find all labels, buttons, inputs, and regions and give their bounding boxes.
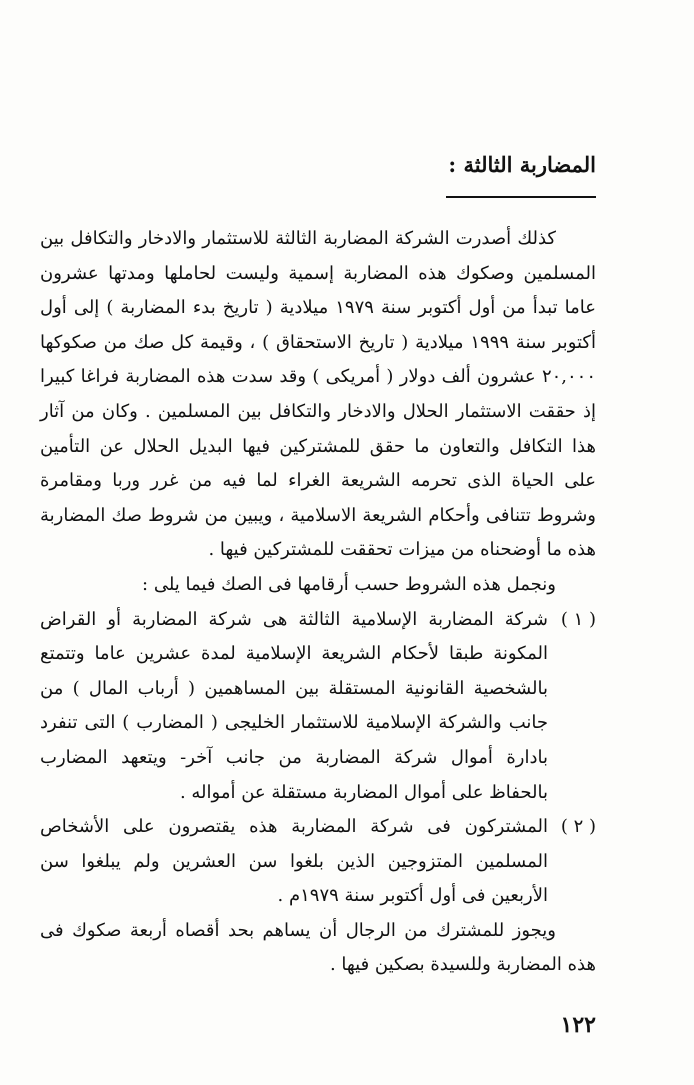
item-number: ( ١ ) [560, 608, 596, 630]
section-heading: المضاربة الثالثة : [448, 152, 596, 177]
heading-underline [446, 196, 596, 198]
list-item [40, 810, 596, 914]
intro-paragraph: كذلك أصدرت الشركة المضاربة الثالثة للاستثمار والادخار والتكافل بين المسلمين وصكوك هذه المضاربة إسمية وليست لحاملها ومدتها عشرون عاما تبدأ من أول أكتوبر سنة ١٩٧٩ ميلادية ( تاريخ بدء المضاربة ) إلى أول أكتوبر سنة ١٩٩٩ ميلادية ( تاريخ الاستحقاق ) ، وقيمة كل صك من صكوكها ٢٠,٠٠٠ عشرون ألف دولار ( أمريكى ) وقد سدت هذه المضاربة فراغا كبيرا إذ حققت الاستثمار الحلال والادخار والتكافل بين المسلمين . وكان من آثار هذا التكافل والتعاون ما حقق للمشتركين فيها البديل الحلال عن التأمين على الحياة الذى تحرمه الشريعة الغراء لما فيه من غرر وربا ومقامرة وشروط تتنافى وأحكام الشريعة الاسلامية ، ويبين من شروط صك المضاربة هذه ما أوضحناه من ميزات تحققت للمشتركين فيها . [40, 228, 596, 561]
item-text: شركة المضاربة الإسلامية الثالثة هى شركة المضاربة أو القراض المكونة طبقا لأحكام الشريعة الإسلامية لمدة عشرين عاما وتتمتع بالشخصية القانونية المستقلة بين المساهمين ( أرباب المال ) من جانب والشركة الإسلامية للاستثمار الخليجى ( المضارب ) التى تنفرد بادارة أموال شركة المضاربة من جانب آخر- ويتعهد المضارب بالحفاظ على أموال المضاربة مستقلة عن أمواله . [40, 608, 548, 803]
page-number: ١٢٢ [560, 1012, 596, 1038]
allowance-paragraph: ويجوز للمشترك من الرجال أن يساهم بحد أقصاه أربعة صكوك فى هذه المضاربة وللسيدة بصكين فيها . [40, 919, 596, 976]
list-item [40, 603, 596, 811]
item-number: ( ٢ ) [560, 816, 596, 838]
summary-paragraph: ونجمل هذه الشروط حسب أرقامها فى الصك فيما يلى : [142, 573, 556, 595]
body-text [40, 222, 596, 983]
item-text: المشتركون فى شركة المضاربة هذه يقتصرون على الأشخاص المسلمين المتزوجين الذين بلغوا سن العشرين ولم يبلغوا سن الأربعين فى أول أكتوبر سنة ١٩٧٩م . [40, 816, 548, 907]
